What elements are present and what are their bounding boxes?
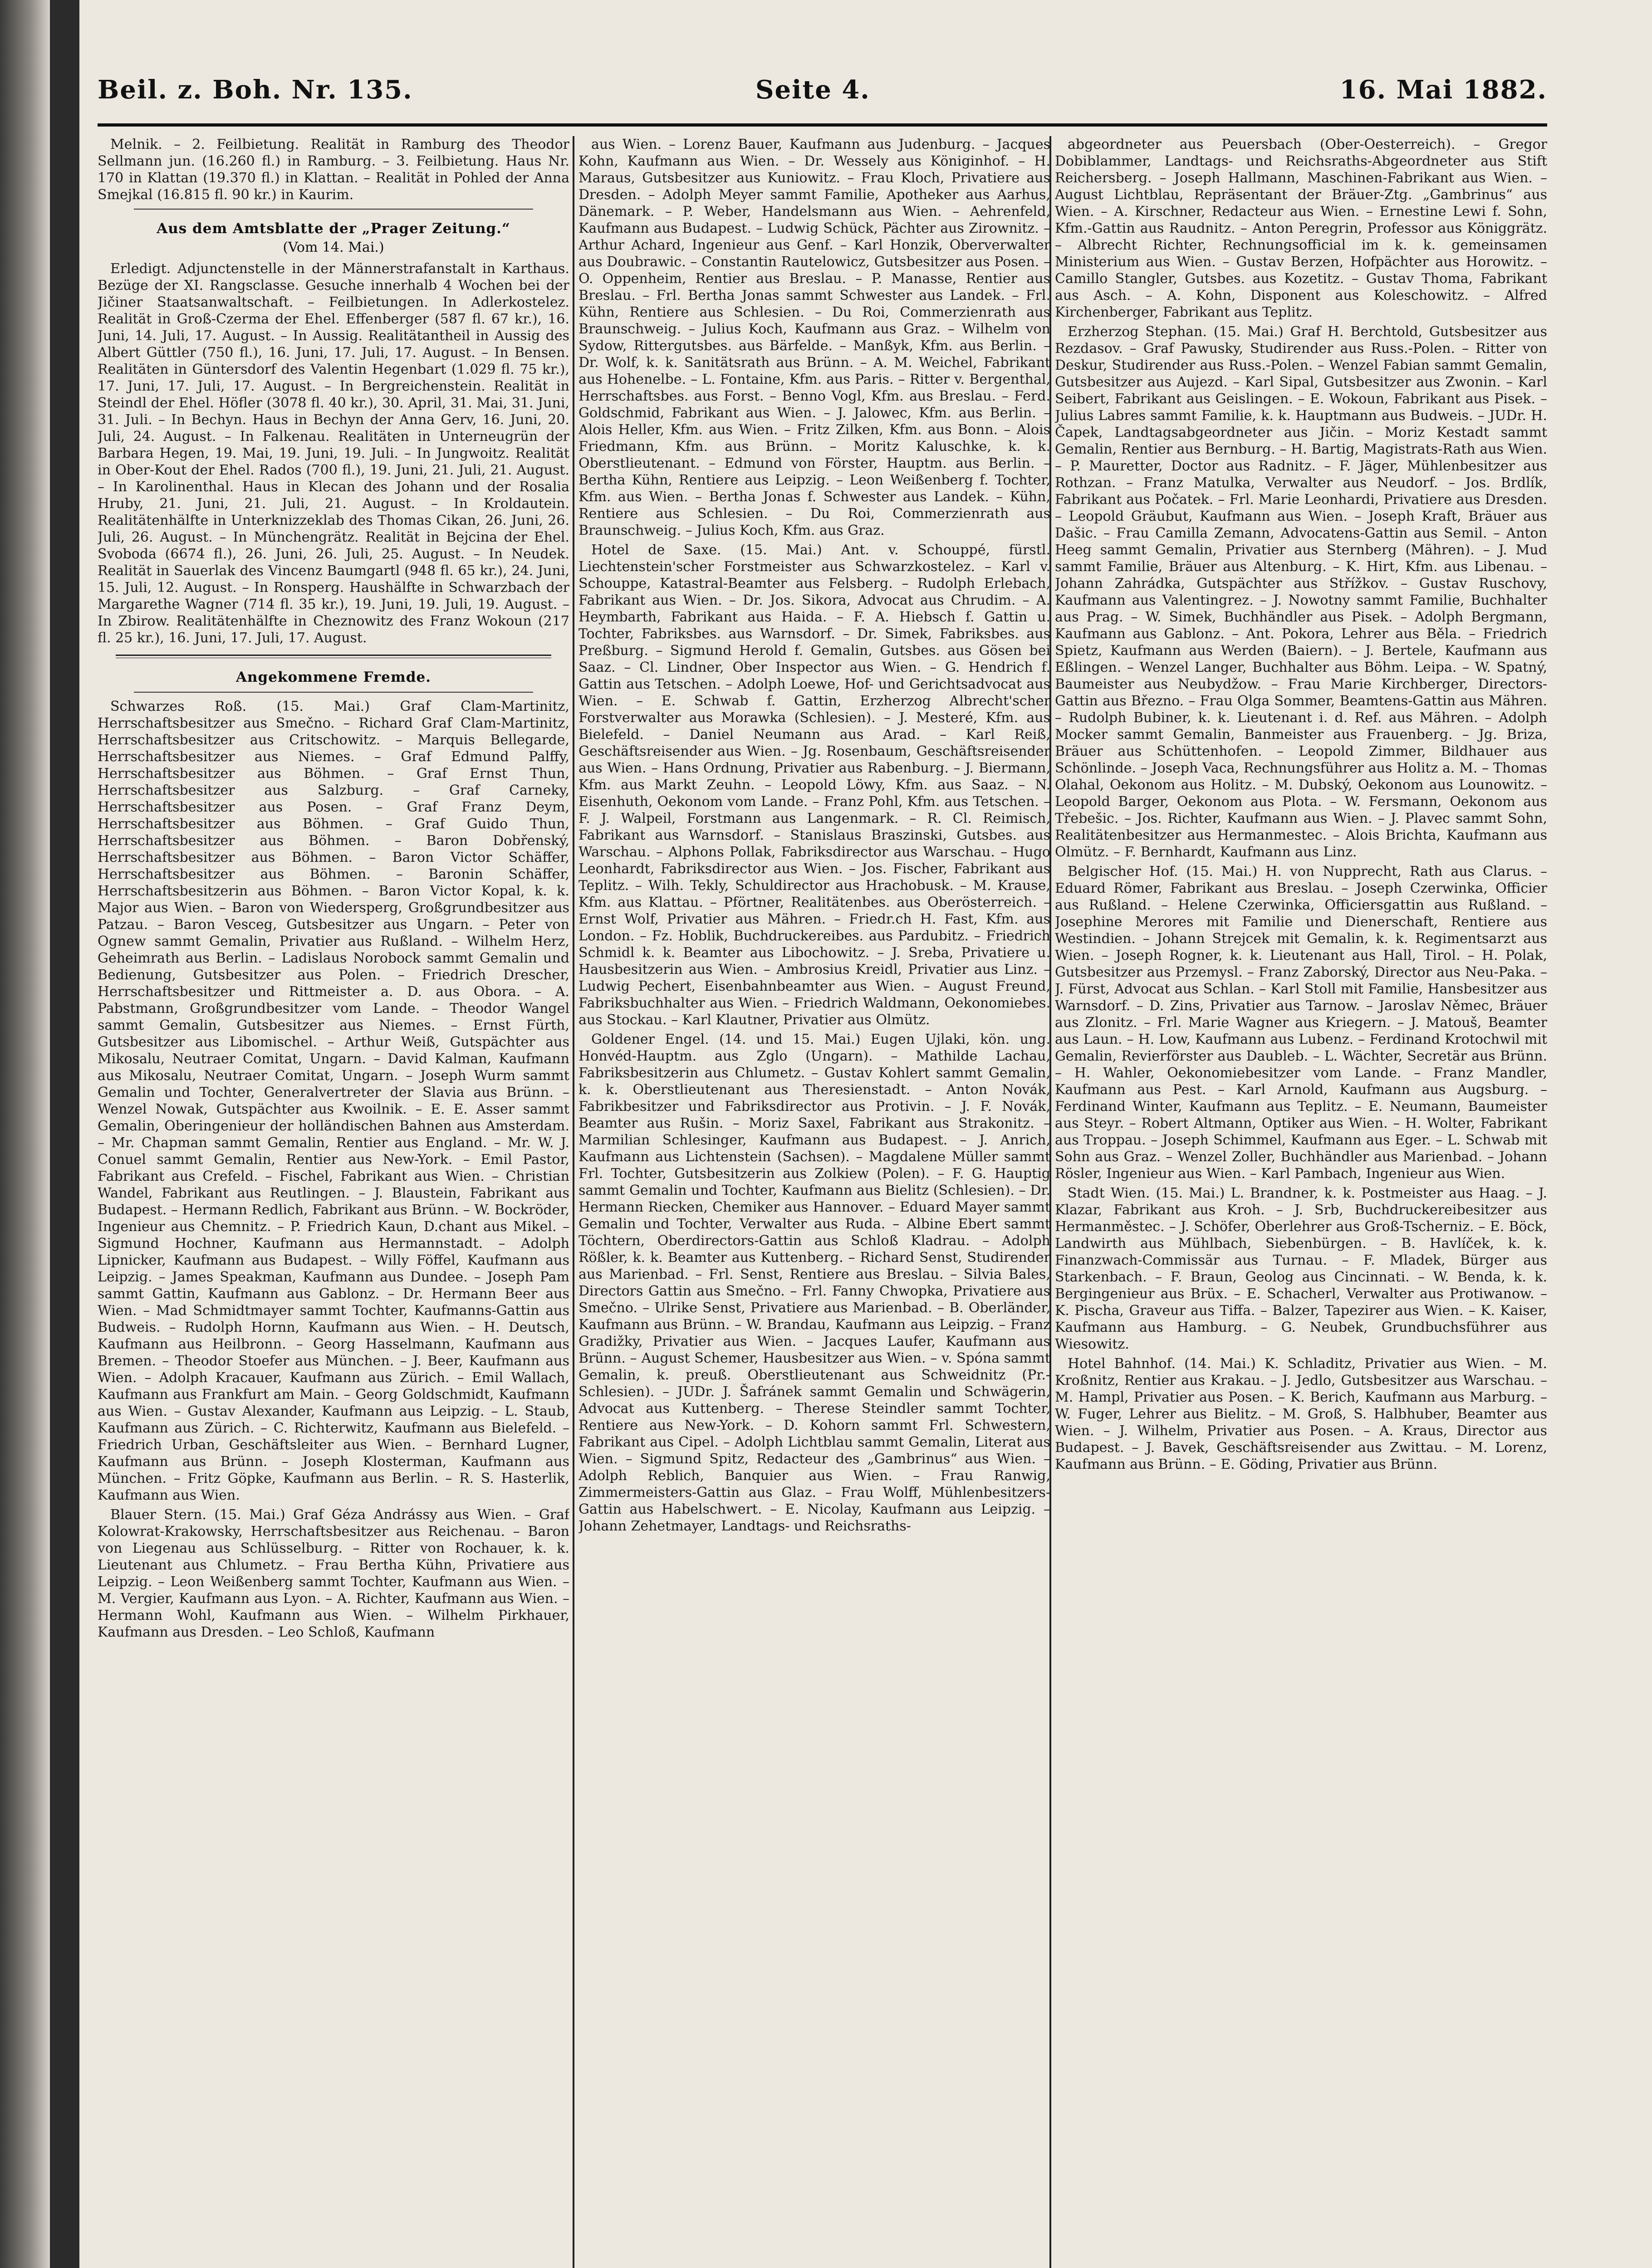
hotel-paragraph-blauer-stern: Blauer Stern. (15. Mai.) Graf Géza Andrássy aus Wien. – Graf Kolowrat-Krakowsky, Herrschaftsbesitzer aus Reichenau. – Baron von Liegenau aus Schlüsselburg. – Ritter von Rochauer, k. k. Lieutenant aus Chlumetz. – Frau Bertha Kühn, Privatiere aus Leipzig. – Leon Weißenberg sammt Tochter, Kaufmann aus Wien. – M. Vergier, Kaufmann aus Lyon. – A. Richter, Kaufmann aus Wien. – Hermann Wohl, Kaufmann aus Wien. – Wilhelm Pirkhauer, Kaufmann aus Dresden. – Leo Schloß, Kaufmann bbox=[98, 1507, 569, 1640]
section-dateline: (Vom 14. Mai.) bbox=[283, 240, 384, 255]
section-heading-fremde: Angekommene Fremde. bbox=[235, 669, 431, 685]
supplement-number: Beil. z. Boh. Nr. 135. bbox=[98, 75, 413, 105]
hotel-paragraph-continued: abgeordneter aus Peuersbach (Ober-Oesterreich). – Gregor Dobiblammer, Landtags- und Reichsraths-Abgeordneter aus Stift Reichersberg. – Joseph Hallmann, Maschinen-Fabrikant aus Wien. – August Lichtblau, Repräsentant der Bräuer-Ztg. „Gambrinus“ aus Wien. – A. Kirschner, Redacteur aus Wien. – Ernestine Lewi f. Sohn, Kfm.-Gattin aus Raudnitz. – Anton Peregrin, Professor aus Königgrätz. – Albrecht Richter, Rechnungsofficial im k. k. gemeinsamen Ministerium aus Wien. – Gustav Berzen, Hofpächter aus Horowitz. – Camillo Stangler, Gutsbes. aus Kozetitz. – Gustav Thoma, Fabrikant aus Asch. – A. Kohn, Disponent aus Koleschowitz. – Alfred Kirchenberger, Fabrikant aus Teplitz. bbox=[1055, 137, 1547, 320]
auction-notice-paragraph: Melnik. – 2. Feilbietung. Realität in Ramburg des Theodor Sellmann jun. (16.260 fl.) in Ramburg. – 3. Feilbietung. Haus Nr. 170 in Klattan (19.370 fl.) in Klattan. – Realität in Pohled der Anna Smejkal (16.815 fl. 90 kr.) in Kaurim. bbox=[98, 137, 569, 203]
column-3 bbox=[1055, 136, 1547, 2268]
hotel-paragraph-belgischer-hof: Belgischer Hof. (15. Mai.) H. von Nupprecht, Rath aus Clarus. – Eduard Römer, Fabrikant aus Breslau. – Joseph Czerwinka, Officier aus Rußland. – Helene Czerwinka, Officiersgattin aus Rußland. – Josephine Merores mit Familie und Dienerschaft, Rentiere aus Westindien. – Johann Strejcek mit Gemalin, k. k. Regimentsarzt aus Wien. – Joseph Rogner, k. k. Lieutenant aus Hall, Tirol. – H. Polak, Gutsbesitzer aus Przemysl. – Franz Zaborský, Director aus Neu-Paka. – J. Fürst, Advocat aus Schlan. – Karl Stoll mit Familie, Hansbesitzer aus Warnsdorf. – D. Zins, Privatier aus Tarnow. – Jaroslav Němec, Bräuer aus Zlonitz. – Frl. Marie Wagner aus Kriegern. – J. Matouš, Beamter aus Laun. – H. Low, Kaufmann aus Lubenz. – Ferdinand Krotochwil mit Gemalin, Revierförster aus Daubleb. – L. Wächter, Secretär aus Brünn. – H. Wahler, Oekonomiebesitzer vom Lande. – Franz Mandler, Kaufmann aus Pest. – Karl Arnold, Kaufmann aus Augsburg. – Ferdinand Winter, Kaufmann aus Teplitz. – E. Neumann, Baumeister aus Steyr. – Robert Altmann, Optiker aus Wien. – H. Wolter, Fabrikant aus Troppau. – Joseph Schimmel, Kaufmann aus Eger. – L. Schwab mit Sohn aus Graz. – Wenzel Zoller, Buchhändler aus Marienbad. – Johann Rösler, Ingenieur aus Wien. – Karl Pambach, Ingenieur aus Wien. bbox=[1055, 864, 1547, 1182]
issue-date: 16. Mai 1882. bbox=[1339, 75, 1547, 105]
hotel-paragraph-erzherzog-stephan: Erzherzog Stephan. (15. Mai.) Graf H. Berchtold, Gutsbesitzer aus Rezdasov. – Graf Pawusky, Studirender aus Russ.-Polen. – Ritter von Deskur, Studirender aus Russ.-Polen. – Wenzel Fabian sammt Gemalin, Gutsbesitzer aus Aujezd. – Karl Sipal, Gutsbesitzer aus Zwonin. – Karl Seibert, Fabrikant aus Geislingen. – E. Wokoun, Fabrikant aus Pisek. – Julius Labres sammt Familie, k. k. Hauptmann aus Budweis. – JUDr. H. Čapek, Landtagsabgeordneter aus Jičin. – Moriz Kestadt sammt Gemalin, Rentier aus Bernburg. – H. Bartig, Magistrats-Rath aus Wien. – P. Mauretter, Doctor aus Radnitz. – F. Jäger, Mühlenbesitzer aus Rothzan. – Franz Matulka, Verwalter aus Neudorf. – Jos. Brdlík, Fabrikant aus Počatek. – Frl. Marie Leonhardi, Privatiere aus Dresden. – Leopold Gräubut, Kaufmann aus Wien. – Joseph Kraft, Bräuer aus Dašic. – Frau Camilla Zemann, Advocatens-Gattin aus Semil. – Anton Heeg sammt Gemalin, Privatier aus Sternberg (Mähren). – J. Mud sammt Familie, Bräuer aus Altenburg. – K. Hirt, Kfm. aus Libenau. – Johann Zahrádka, Gutspächter aus Střížkov. – Gustav Ruschovy, Kaufmann aus Valentingrez. – J. Nowotny sammt Familie, Buchhalter aus Prag. – W. Simek, Buchhändler aus Pisek. – Adolph Bergmann, Kaufmann aus Gablonz. – Ant. Pokora, Lehrer aus Běla. – Friedrich Spietz, Kaufmann aus Werden (Baiern). – J. Bertele, Kaufmann aus Eßlingen. – Wenzel Langer, Buchhalter aus Böhm. Leipa. – W. Spatný, Baumeister aus Neubydžow. – Frau Marie Kirchberger, Directors-Gattin aus Březno. – Frau Olga Sommer, Beamtens-Gattin aus Mähren. – Rudolph Bubiner, k. k. Lieutenant i. d. Ref. aus Mähren. – Adolph Mocker sammt Gemalin, Banmeister aus Frauenberg. – Jg. Briza, Bräuer aus Schüttenhofen. – Leopold Zimmer, Bildhauer aus Schönlinde. – Joseph Vaca, Rechnungsführer aus Holitz a. M. – Thomas Olahal, Oekonom aus Holitz. – M. Dubský, Oekonom aus Lounowitz. – Leopold Barger, Oekonom aus Plota. – W. Fersmann, Oekonom aus Třebešic. – Jos. Richter, Kaufmann aus Wien. – J. Plavec sammt Sohn, Realitätenbesitzer aus Hermanmestec. – Alois Brichta, Kaufmann aus Olmütz. – F. Bernhardt, Kaufmann aus Linz. bbox=[1055, 324, 1547, 860]
hotel-paragraph-hotel-de-saxe: Hotel de Saxe. (15. Mai.) Ant. v. Schouppé, fürstl. Liechtenstein'scher Forstmeister aus Schwarzkostelez. – Karl v. Schouppe, Katastral-Beamter aus Felsberg. – Rudolph Erlebach, Fabrikant aus Wien. – Dr. Jos. Sikora, Advocat aus Chrudim. – A. Heymbarth, Fabrikant aus Haida. – F. A. Hiebsch f. Gattin u. Tochter, Fabriksbes. aus Warnsdorf. – Dr. Simek, Fabriksbes. aus Preßburg. – Sigmund Herold f. Gemalin, Gutsbes. aus Gösen bei Saaz. – Cl. Lindner, Ober Inspector aus Wien. – G. Hendrich f. Gattin aus Tetschen. – Adolph Loewe, Hof- und Gerichtsadvocat aus Wien. – E. Schwab f. Gattin, Erzherzog Albrecht'scher Forstverwalter aus Morawka (Schlesien). – J. Mesteré, Kfm. aus Bielefeld. – Daniel Neumann aus Arad. – Karl Reiß, Geschäftsreisender aus Wien. – Jg. Rosenbaum, Geschäftsreisender aus Wien. – Hans Ordnung, Privatier aus Rabenburg. – J. Biermann, Kfm. aus Markt Zeuhn. – Leopold Löwy, Kfm. aus Saaz. – N. Eisenhuth, Oekonom vom Lande. – Franz Pohl, Kfm. aus Tetschen. – F. J. Walpeil, Forstmann aus Langenmark. – R. Cl. Reimisch, Fabrikant aus Warnsdorf. – Stanislaus Braszinski, Gutsbes. aus Warschau. – Alphons Pollak, Fabriksdirector aus Warschau. – Hugo Leonhardt, Fabriksdirector aus Wien. – Jos. Fischer, Fabrikant aus Teplitz. – Wilh. Tekly, Schuldirector aus Hrachobusk. – M. Krause, Kfm. aus Klattau. – Pförtner, Realitätenbes. aus Oberösterreich. – Ernst Wolf, Privatier aus Mähren. – Friedr.ch H. Fast, Kfm. aus London. – Fz. Hoblik, Buchdruckereibes. aus Pardubitz. – Friedrich Schmidl k. k. Beamter aus Libochowitz. – J. Sreba, Privatiere u. Hausbesitzerin aus Wien. – Ambrosius Kreidl, Privatier aus Linz. – Ludwig Pechert, Eisenbahnbeamter aus Wien. – August Freund, Fabriksbuchhalter aus Wien. – Friedrich Waldmann, Oekonomiebes. aus Stockau. – Karl Klautner, Privatier aus Olmütz. bbox=[578, 542, 1050, 1028]
amtsblatt-paragraph: Erledigt. Adjunctenstelle in der Männerstrafanstalt in Karthaus. Bezüge der XI. Rangsclasse. Gesuche innerhalb 4 Wochen bei der Jičiner Staatsanwaltschaft. – Feilbietungen. In Adlerkostelez. Realität in Groß-Czerma der Ehel. Effenberger (587 fl. 67 kr.), 16. Juni, 14. Juli, 17. August. – In Aussig. Realitätantheil in Aussig des Albert Güttler (750 fl.), 16. Juni, 17. Juli, 17. August. – In Bensen. Realitäten in Güntersdorf des Valentin Hegenbart (1.029 fl. 75 kr.), 17. Juni, 17. Juli, 17. August. – In Bergreichenstein. Realität in Steindl der Ehel. Höfler (3078 fl. 40 kr.), 30. April, 31. Mai, 31. Juni, 31. Juli. – In Bechyn. Haus in Bechyn der Anna Gerv, 16. Juni, 20. Juli, 24. August. – In Falkenau. Realitäten in Unterneugrün der Barbara Hegen, 19. Mai, 19. Juni, 19. Juli. – In Jungwoitz. Realität in Ober-Kout der Ehel. Rados (700 fl.), 19. Juni, 21. Juli, 21. August. – In Karolinenthal. Haus in Klecan des Johann und der Rosalia Hruby, 21. Juni, 21. Juli, 21. August. – In Kroldautein. Realitätenhälfte in Unterknizzeklab des Thomas Cikan, 26. Juni, 26. Juli, 26. August. – In Münchengrätz. Realität in Bejcina der Ehel. Svoboda (6674 fl.), 26. Juni, 26. Juli, 25. August. – In Neudek. Realität in Sauerlak des Vincenz Baumgartl (948 fl. 65 kr.), 24. Juni, 15. Juli, 12. August. – In Ronsperg. Haushälfte in Schwarzbach der Margarethe Wagner (714 fl. 35 kr.), 19. Juni, 19. Juli, 19. August. – In Zbirow. Realitätenhälfte in Cheznowitz des Franz Wokoun (217 fl. 25 kr.), 16. Juni, 17. Juli, 17. August. bbox=[98, 261, 569, 646]
column-divider bbox=[573, 136, 574, 2268]
page-header bbox=[98, 75, 1547, 118]
section-rule bbox=[134, 209, 533, 210]
column-1 bbox=[98, 136, 569, 2268]
section-rule bbox=[134, 692, 533, 693]
hotel-paragraph-hotel-bahnhof: Hotel Bahnhof. (14. Mai.) K. Schladitz, Privatier aus Wien. – M. Kroßnitz, Rentier aus Krakau. – J. Jedlo, Gutsbesitzer aus Warschau. – M. Hampl, Privatier aus Posen. – K. Berich, Kaufmann aus Marburg. – W. Fuger, Lehrer aus Bielitz. – M. Groß, S. Halbhuber, Beamter aus Wien. – J. Wilhelm, Privatier aus Posen. – A. Kraus, Director aus Budapest. – J. Bavek, Geschäftsreisender aus Zwittau. – M. Lorenz, Kaufmann aus Brünn. – E. Göding, Privatier aus Brünn. bbox=[1055, 1356, 1547, 1472]
hotel-paragraph-schwarzes-ross: Schwarzes Roß. (15. Mai.) Graf Clam-Martinitz, Herrschaftsbesitzer aus Smečno. – Richard Graf Clam-Martinitz, Herrschaftsbesitzer aus Critschowitz. – Marquis Bellegarde, Herrschaftsbesitzer aus Niemes. – Graf Edmund Palffy, Herrschaftsbesitzer aus Böhmen. – Graf Ernst Thun, Herrschaftsbesitzer aus Salzburg. – Graf Carneky, Herrschaftsbesitzer aus Posen. – Graf Franz Deym, Herrschaftsbesitzer aus Böhmen. – Graf Guido Thun, Herrschaftsbesitzer aus Böhmen. – Baron Dobřenský, Herrschaftsbesitzer aus Böhmen. – Baron Victor Schäffer, Herrschaftsbesitzer aus Böhmen. – Baronin Schäffer, Herrschaftsbesitzerin aus Böhmen. – Baron Victor Kopal, k. k. Major aus Wien. – Baron von Wiedersperg, Großgrundbesitzer aus Patzau. – Baron Vesceg, Gutsbesitzer aus Ungarn. – Peter von Ognew sammt Gemalin, Privatier aus Rußland. – Wilhelm Herz, Geheimrath aus Berlin. – Ladislaus Norobock sammt Gemalin und Bedienung, Gutsbesitzer aus Polen. – Friedrich Drescher, Herrschaftsbesitzer und Rittmeister a. D. aus Obora. – A. Pabstmann, Großgrundbesitzer vom Lande. – Theodor Wangel sammt Gemalin, Gutsbesitzer aus Niemes. – Ernst Fürth, Gutsbesitzer aus Libomischel. – Arthur Weiß, Gutspächter aus Mikosalu, Neutraer Comitat, Ungarn. – David Kalman, Kaufmann aus Mikosalu, Neutraer Comitat, Ungarn. – Joseph Wurm sammt Gemalin und Tochter, Generalvertreter der Slavia aus Brünn. – Wenzel Nowak, Gutspächter aus Kwoilnik. – E. E. Asser sammt Gemalin, Oberingenieur der holländischen Bahnen aus Amsterdam. – Mr. Chapman sammt Gemalin, Rentier aus England. – Mr. W. J. Conuel sammt Gemalin, Rentier aus New-York. – Emil Pastor, Fabrikant aus Crefeld. – Fischel, Fabrikant aus Wien. – Christian Wandel, Fabrikant aus Reutlingen. – J. Blaustein, Fabrikant aus Budapest. – Hermann Redlich, Fabrikant aus Brünn. – W. Bockröder, Ingenieur aus Chemnitz. – P. Friedrich Kaun, D.chant aus Mikel. – Sigmund Hochner, Kaufmann aus Hermannstadt. – Adolph Lipnicker, Kaufmann aus Budapest. – Willy Föffel, Kaufmann aus Leipzig. – James Speakman, Kaufmann aus Dundee. – Joseph Pam sammt Gattin, Kaufmann aus Gablonz. – Dr. Hermann Beer aus Wien. – Mad Schmidtmayer sammt Tochter, Kaufmanns-Gattin aus Budweis. – Rudolph Hornn, Kaufmann aus Wien. – H. Deutsch, Kaufmann aus Heilbronn. – Georg Hasselmann, Kaufmann aus Bremen. – Theodor Stoefer aus München. – J. Beer, Kaufmann aus Wien. – Adolph Kracauer, Kaufmann aus Zürich. – Emil Wallach, Kaufmann aus Frankfurt am Main. – Georg Goldschmidt, Kaufmann aus Wien. – Gustav Alexander, Kaufmann aus Leipzig. – L. Staub, Kaufmann aus Zürich. – C. Richterwitz, Kaufmann aus Bielefeld. – Friedrich Urban, Geschäftsleiter aus Wien. – Bernhard Lugner, Kaufmann aus Brünn. – Joseph Klosterman, Kaufmann aus München. – Fritz Göpke, Kaufmann aus Berlin. – R. S. Hasterlik, Kaufmann aus Wien. bbox=[98, 699, 569, 1503]
hotel-paragraph-goldener-engel: Goldener Engel. (14. und 15. Mai.) Eugen Ujlaki, kön. ung. Honvéd-Hauptm. aus Zglo (Ungarn). – Mathilde Lachau, Fabriksbesitzerin aus Chlumetz. – Gustav Kohlert sammt Gemalin, k. k. Oberstlieutenant aus Theresienstadt. – Anton Novák, Fabrikbesitzer und Fabriksdirector aus Protivin. – J. F. Novák, Beamter aus Rušin. – Moriz Saxel, Fabrikant aus Strakonitz. – Marmilian Schlesinger, Kaufmann aus Budapest. – J. Anrich, Kaufmann aus Lichtenstein (Sachsen). – Magdalene Müller sammt Frl. Tochter, Gutsbesitzerin aus Zolkiew (Polen). – F. G. Hauptig sammt Gemalin und Tochter, Kaufmann aus Bielitz (Schlesien). – Dr. Hermann Riecken, Chemiker aus Hannover. – Eduard Mayer sammt Gemalin und Tochter, Verwalter aus Ruda. – Albine Ebert sammt Töchtern, Oberdirectors-Gattin aus Schloß Kladrau. – Adolph Rößler, k. k. Beamter aus Kuttenberg. – Richard Senst, Studirender aus Marienbad. – Frl. Senst, Rentiere aus Breslau. – Silvia Bales, Directors Gattin aus Smečno. – Frl. Fanny Chwopka, Privatiere aus Smečno. – Ulrike Senst, Privatiere aus Marienbad. – B. Oberländer, Kaufmann aus Brünn. – W. Brandau, Kaufmann aus Leipzig. – Franz Gradižky, Privatier aus Wien. – Jacques Laufer, Kaufmann aus Brünn. – August Schemer, Hausbesitzer aus Wien. – v. Spóna sammt Gemalin, k. preuß. Oberstlieutenant aus Schweidnitz (Pr.-Schlesien). – JUDr. J. Šafránek sammt Gemalin und Schwägerin, Advocat aus Kuttenberg. – Therese Steindler sammt Tochter, Rentiere aus New-York. – D. Kohorn sammt Frl. Schwestern, Fabrikant aus Cipel. – Adolph Lichtblau sammt Gemalin, Literat aus Wien. – Sigmund Spitz, Redacteur des „Gambrinus“ aus Wien. – Adolph Reblich, Banquier aus Wien. – Frau Ranwig, Zimmermeisters-Gattin aus Glaz. – Frau Wolff, Mühlenbesitzers-Gattin aus Habelschwert. – E. Nicolay, Kaufmann aus Leipzig. – Johann Zehetmayer, Landtags- und Reichsraths- bbox=[578, 1031, 1050, 1534]
column-2 bbox=[578, 136, 1050, 2268]
hotel-paragraph-continued: aus Wien. – Lorenz Bauer, Kaufmann aus Judenburg. – Jacques Kohn, Kaufmann aus Wien. – Dr. Wessely aus Königinhof. – H. Maraus, Gutsbesitzer aus Kuniowitz. – Frau Kloch, Privatiere aus Dresden. – Adolph Meyer sammt Familie, Apotheker aus Aarhus, Dänemark. – P. Weber, Handelsmann aus Wien. – Aehrenfeld, Kaufmann aus Budapest. – Ludwig Schück, Pächter aus Zirownitz. – Arthur Achard, Ingenieur aus Genf. – Karl Honzik, Oberverwalter aus Doubrawic. – Constantin Rautelowicz, Gutsbesitzer aus Posen. – O. Oppenheim, Rentier aus Breslau. – P. Manasse, Rentier aus Breslau. – Frl. Bertha Jonas sammt Schwester aus Landek. – Frl. Kühn, Rentiere aus Schlesien. – Du Roi, Commerzienrath aus Braunschweig. – Julius Koch, Kaufmann aus Graz. – Wilhelm von Sydow, Rittergutsbes. aus Bärfelde. – Manßyk, Kfm. aus Berlin. – Dr. Wolf, k. k. Sanitätsrath aus Brünn. – A. M. Weichel, Fabrikant aus Hohenelbe. – L. Fontaine, Kfm. aus Paris. – Ritter v. Bergenthal, Herrschaftsbes. aus Forst. – Benno Vogl, Kfm. aus Breslau. – Ferd. Goldschmid, Fabrikant aus Wien. – J. Jalowec, Kfm. aus Berlin. – Alois Heller, Kfm. aus Wien. – Fritz Zilken, Kfm. aus Bonn. – Alois Friedmann, Kfm. aus Brünn. – Moritz Kaluschke, k. k. Oberstlieutenant. – Edmund von Förster, Hauptm. aus Berlin. – Bertha Kühn, Rentiere aus Leipzig. – Leon Weißenberg f. Tochter, Kfm. aus Wien. – Bertha Jonas f. Schwester aus Landek. – Kühn, Rentiere aus Schlesien. – Du Roi, Commerzienrath aus Braunschweig. – Julius Koch, Kfm. aus Graz. bbox=[578, 137, 1050, 538]
page-binding-shadow bbox=[0, 0, 50, 2268]
section-heading-amtsblatt: Aus dem Amtsblatte der „Prager Zeitung.“ bbox=[157, 220, 510, 237]
hotel-paragraph-stadt-wien: Stadt Wien. (15. Mai.) L. Brandner, k. k. Postmeister aus Haag. – J. Klazar, Fabrikant aus Kroh. – J. Srb, Buchdruckereibesitzer aus Hermanměstec. – J. Schöfer, Oberlehrer aus Groß-Tscherniz. – E. Böck, Landwirth aus Mühlbach, Siebenbürgen. – B. Havlíček, k. k. Finanzwach-Commissär aus Turnau. – F. Mladek, Bürger aus Starkenbach. – F. Braun, Geolog aus Cincinnati. – W. Benda, k. k. Bergingenieur aus Brüx. – E. Schacherl, Verwalter aus Protiwanow. – K. Pischa, Graveur aus Tiffa. – Balzer, Tapezirer aus Wien. – K. Kaiser, Kaufmann aus Hamburg. – G. Neubek, Grundbuchsführer aus Wiesowitz. bbox=[1055, 1185, 1547, 1352]
page-number: Seite 4. bbox=[755, 75, 870, 105]
section-rule bbox=[116, 655, 551, 658]
header-rule bbox=[98, 123, 1547, 127]
